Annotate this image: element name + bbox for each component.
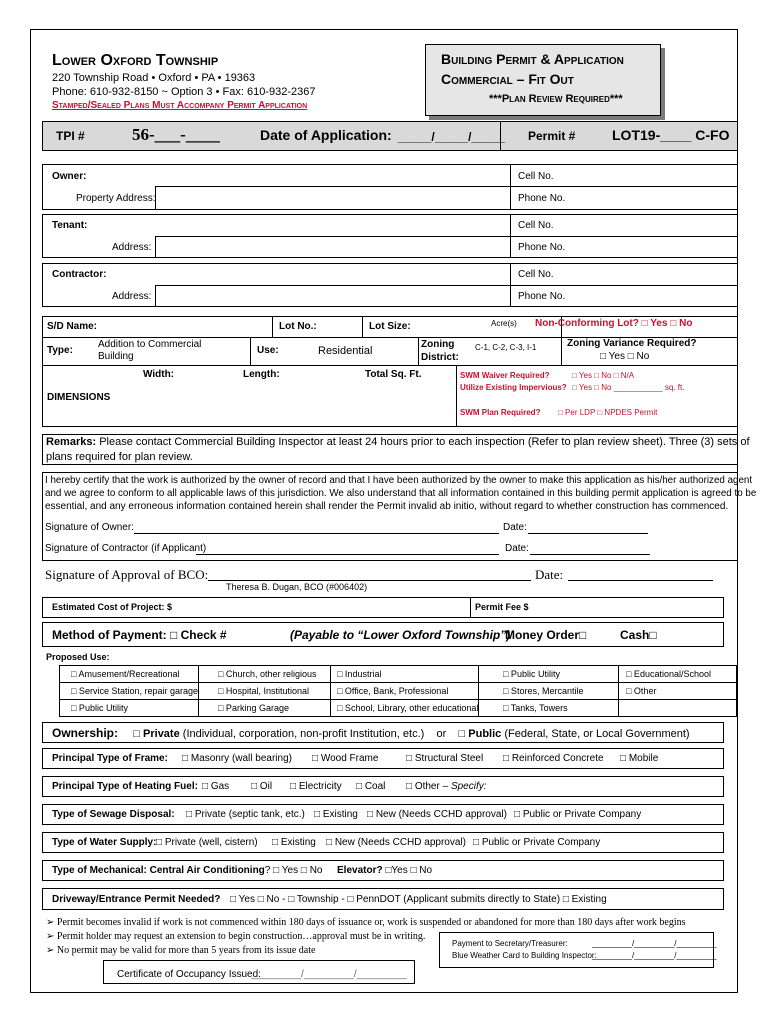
water-existing[interactable]: □ Existing	[272, 837, 316, 848]
note-3: ➢ No permit may be valid for more than 5 years from its issue date	[46, 945, 316, 956]
arrow-bullet-icon: ➢	[46, 945, 55, 956]
swm-waiver-label: SWM Waiver Required?	[460, 371, 550, 380]
use-parking-garage[interactable]: □ Parking Garage	[218, 703, 289, 713]
use-industrial[interactable]: □ Industrial	[337, 669, 382, 679]
date-of-application-label: Date of Application:	[260, 127, 392, 143]
tenant-phone-label: Phone No.	[518, 242, 566, 253]
permit-title-2: Commercial – Fit Out	[441, 71, 574, 87]
acres-label: Acre(s)	[491, 319, 517, 328]
frame-mobile[interactable]: □ Mobile	[620, 753, 659, 764]
width-label: Width:	[143, 369, 175, 380]
tpi-label: TPI #	[56, 129, 85, 143]
water-label: Type of Water Supply:	[52, 837, 157, 848]
money-order-option[interactable]: Money Order□	[505, 628, 587, 642]
contractor-date-label: Date:	[505, 543, 529, 554]
remarks-line-2: plans required for plan review.	[46, 451, 193, 463]
zoning-label-1: Zoning	[421, 339, 455, 350]
type-label: Type:	[47, 345, 73, 356]
plan-review-required: ***Plan Review Required***	[489, 93, 623, 105]
sewage-new[interactable]: □ New (Needs CCHD approval)	[367, 809, 507, 820]
receipt-box	[439, 932, 714, 968]
payable-to: (Payable to “Lower Oxford Township”)	[290, 628, 511, 642]
property-address-label: Property Address:	[76, 193, 156, 204]
contractor-address-label: Address:	[112, 291, 152, 302]
weather-card-label: Blue Weather Card to Building Inspector:	[452, 951, 597, 960]
impervious-label: Utilize Existing Impervious?	[460, 383, 567, 392]
heating-coal[interactable]: □ Coal	[356, 781, 386, 792]
public-checkbox[interactable]: □	[458, 728, 466, 740]
permit-number-label: Permit #	[528, 129, 576, 143]
contractor-phone-label: Phone No.	[518, 291, 566, 302]
tenant-cell-label: Cell No.	[518, 220, 554, 231]
zoning-label-2: District:	[421, 352, 459, 363]
owner-signature-label: Signature of Owner:	[45, 522, 134, 533]
estimated-cost-label[interactable]: Estimated Cost of Project: $	[52, 602, 173, 612]
use-label: Use:	[257, 345, 279, 356]
water-private[interactable]: □ Private (well, cistern)	[156, 837, 258, 848]
use-amusement[interactable]: □ Amusement/Recreational	[71, 669, 180, 679]
elevator-options[interactable]: □Yes □ No	[385, 865, 433, 876]
swm-waiver-options[interactable]: □ Yes □ No □ N/A	[572, 371, 635, 380]
ownership-row: Ownership: □ Private (Individual, corporation, non-profit Institution, etc.) or □ Public (Federal, State, or Local Government)	[52, 726, 690, 740]
heating-electricity[interactable]: □ Electricity	[290, 781, 342, 792]
contractor-cell-label: Cell No.	[518, 269, 554, 280]
length-label: Length:	[243, 369, 280, 380]
bco-date-label: Date:	[535, 567, 564, 582]
elevator-row: Elevator? □Yes □ No	[337, 865, 433, 876]
water-public[interactable]: □ Public or Private Company	[473, 837, 601, 848]
driveway-options[interactable]: □ Yes □ No - □ Township - □ PennDOT (Applicant submits directly to State) □ Existing	[230, 894, 607, 905]
sewage-public[interactable]: □ Public or Private Company	[514, 809, 642, 820]
contractor-signature-label: Signature of Contractor (if Applicant)	[45, 543, 207, 554]
owner-label: Owner:	[52, 171, 87, 182]
cash-option[interactable]: Cash□	[620, 628, 657, 642]
ac-options[interactable]: □ Yes □ No	[273, 865, 323, 876]
payment-treasurer-label: Payment to Secretary/Treasurer:	[452, 939, 568, 948]
use-public-utility-1[interactable]: □ Public Utility	[503, 669, 560, 679]
contractor-label: Contractor:	[52, 269, 107, 280]
frame-wood[interactable]: □ Wood Frame	[312, 753, 379, 764]
contractor-signature-line[interactable]	[196, 554, 499, 555]
private-checkbox[interactable]: □	[133, 728, 140, 740]
use-office[interactable]: □ Office, Bank, Professional	[337, 686, 449, 696]
township-title: Lower Oxford Township	[52, 52, 219, 69]
zoning-codes: C-1, C-2, C-3, I-1	[475, 343, 537, 352]
arrow-bullet-icon: ➢	[46, 931, 55, 942]
check-option[interactable]: □ Check #	[170, 628, 227, 642]
use-hospital[interactable]: □ Hospital, Institutional	[218, 686, 309, 696]
note-2: ➢ Permit holder may request an extension to begin construction…approval must be in writing.	[46, 931, 426, 942]
type-value-line-2: Building	[98, 351, 134, 362]
permit-fee-label[interactable]: Permit Fee $	[475, 602, 529, 612]
bco-signature-label: Signature of Approval of BCO:	[45, 567, 209, 582]
permit-number-value[interactable]: LOT19-____ C-FO	[612, 127, 730, 143]
remarks-line-1: Remarks: Please contact Commercial Building Inspector at least 24 hours prior to each inspection (Refer to plan review sheet). Three (3) sets of	[46, 436, 750, 448]
swm-plan-label: SWM Plan Required?	[460, 408, 541, 417]
sewage-existing[interactable]: □ Existing	[314, 809, 358, 820]
certify-line-2: and we agree to conform to all applicable laws of this jurisdiction. We also understand that all information contained in this building permit application is agreed to be	[45, 488, 757, 499]
heating-oil[interactable]: □ Oil	[251, 781, 273, 792]
payment-method-label: Method of Payment:	[52, 628, 167, 642]
note-1: ➢ Permit becomes invalid if work is not commenced within 180 days of issuance or, work is suspended or abandoned for more than 180 days after work begins	[46, 917, 686, 928]
owner-cell-label: Cell No.	[518, 171, 554, 182]
weather-card-blank[interactable]: _________/_________/_________	[592, 951, 717, 960]
certify-line-3: essential, and any erroneous information contained herein shall render the Permit invalid ab initio, without regard to whether construction has commenced.	[45, 501, 729, 512]
variance-required: Zoning Variance Required?	[567, 338, 697, 349]
use-church[interactable]: □ Church, other religious	[218, 669, 317, 679]
use-educational[interactable]: □ Educational/School	[626, 669, 711, 679]
township-phone: Phone: 610-932-8150 ~ Option 3 • Fax: 610-932-2367	[52, 86, 316, 98]
frame-steel[interactable]: □ Structural Steel	[406, 753, 484, 764]
total-sqft-label: Total Sq. Ft.	[365, 369, 422, 380]
stamped-notice: Stamped/Sealed Plans Must Accompany Permit Application	[52, 100, 308, 111]
frame-label: Principal Type of Frame:	[52, 753, 168, 764]
heating-label: Principal Type of Heating Fuel:	[52, 781, 198, 792]
payment-treasurer-blank[interactable]: _________/_________/_________	[592, 939, 717, 948]
owner-date-line[interactable]	[528, 533, 648, 534]
bco-name: Theresa B. Dugan, BCO (#006402)	[226, 582, 368, 592]
co-blank[interactable]: _________/_________/_________	[251, 969, 407, 980]
certify-line-1: I hereby certify that the work is authorized by the owner of record and that I have been authorized by the owner to make this application as his/her authorized agent	[45, 475, 753, 486]
type-value-line-1: Addition to Commercial	[98, 339, 202, 350]
mechanical-row: Type of Mechanical: Central Air Conditioning? □ Yes □ No	[52, 865, 323, 876]
driveway-label: Driveway/Entrance Permit Needed?	[52, 894, 221, 905]
contractor-date-line[interactable]	[530, 554, 650, 555]
date-of-application-value[interactable]: _____/_____/_____	[398, 130, 505, 144]
proposed-use-label: Proposed Use:	[46, 652, 110, 662]
owner-signature-line[interactable]	[134, 533, 499, 534]
swm-plan-options[interactable]: □ Per LDP □ NPDES Permit	[558, 408, 658, 417]
water-new[interactable]: □ New (Needs CCHD approval)	[326, 837, 466, 848]
tenant-address-label: Address:	[112, 242, 152, 253]
use-value: Residential	[318, 345, 373, 357]
impervious-options[interactable]: □ Yes □ No ___________ sq. ft.	[572, 383, 685, 392]
tenant-label: Tenant:	[52, 220, 88, 231]
lot-no-label: Lot No.:	[279, 321, 317, 332]
use-school[interactable]: □ School, Library, other educational	[337, 703, 479, 713]
permit-title-1: Building Permit & Application	[441, 51, 624, 67]
heating-gas[interactable]: □ Gas	[202, 781, 230, 792]
lot-size-label: Lot Size:	[369, 321, 411, 332]
frame-masonry[interactable]: □ Masonry (wall bearing)	[182, 753, 292, 764]
co-label: Certificate of Occupancy Issued:	[117, 969, 261, 980]
frame-concrete[interactable]: □ Reinforced Concrete	[503, 753, 604, 764]
use-tanks[interactable]: □ Tanks, Towers	[503, 703, 568, 713]
variance-options[interactable]: □ Yes □ No	[600, 351, 650, 362]
bco-signature-line[interactable]	[208, 580, 531, 581]
tpi-value[interactable]: 56-___-____	[132, 125, 220, 144]
sewage-private[interactable]: □ Private (septic tank, etc.)	[186, 809, 305, 820]
use-service-station[interactable]: □ Service Station, repair garage	[71, 686, 199, 696]
township-address: 220 Township Road • Oxford • PA • 19363	[52, 72, 256, 84]
use-stores[interactable]: □ Stores, Mercantile	[503, 686, 584, 696]
sd-name-label: S/D Name:	[47, 321, 98, 332]
heating-other[interactable]: □ Other – Specify:	[406, 781, 487, 792]
nonconforming-lot[interactable]: Non-Conforming Lot? □ Yes □ No	[535, 318, 693, 329]
arrow-bullet-icon: ➢	[46, 917, 55, 928]
owner-date-label: Date:	[503, 522, 527, 533]
owner-phone-label: Phone No.	[518, 193, 566, 204]
use-public-utility-2[interactable]: □ Public Utility	[71, 703, 128, 713]
use-other[interactable]: □ Other	[626, 686, 657, 696]
sewage-label: Type of Sewage Disposal:	[52, 809, 175, 820]
bco-date-line[interactable]	[568, 580, 713, 581]
dimensions-label: DIMENSIONS	[47, 392, 111, 403]
